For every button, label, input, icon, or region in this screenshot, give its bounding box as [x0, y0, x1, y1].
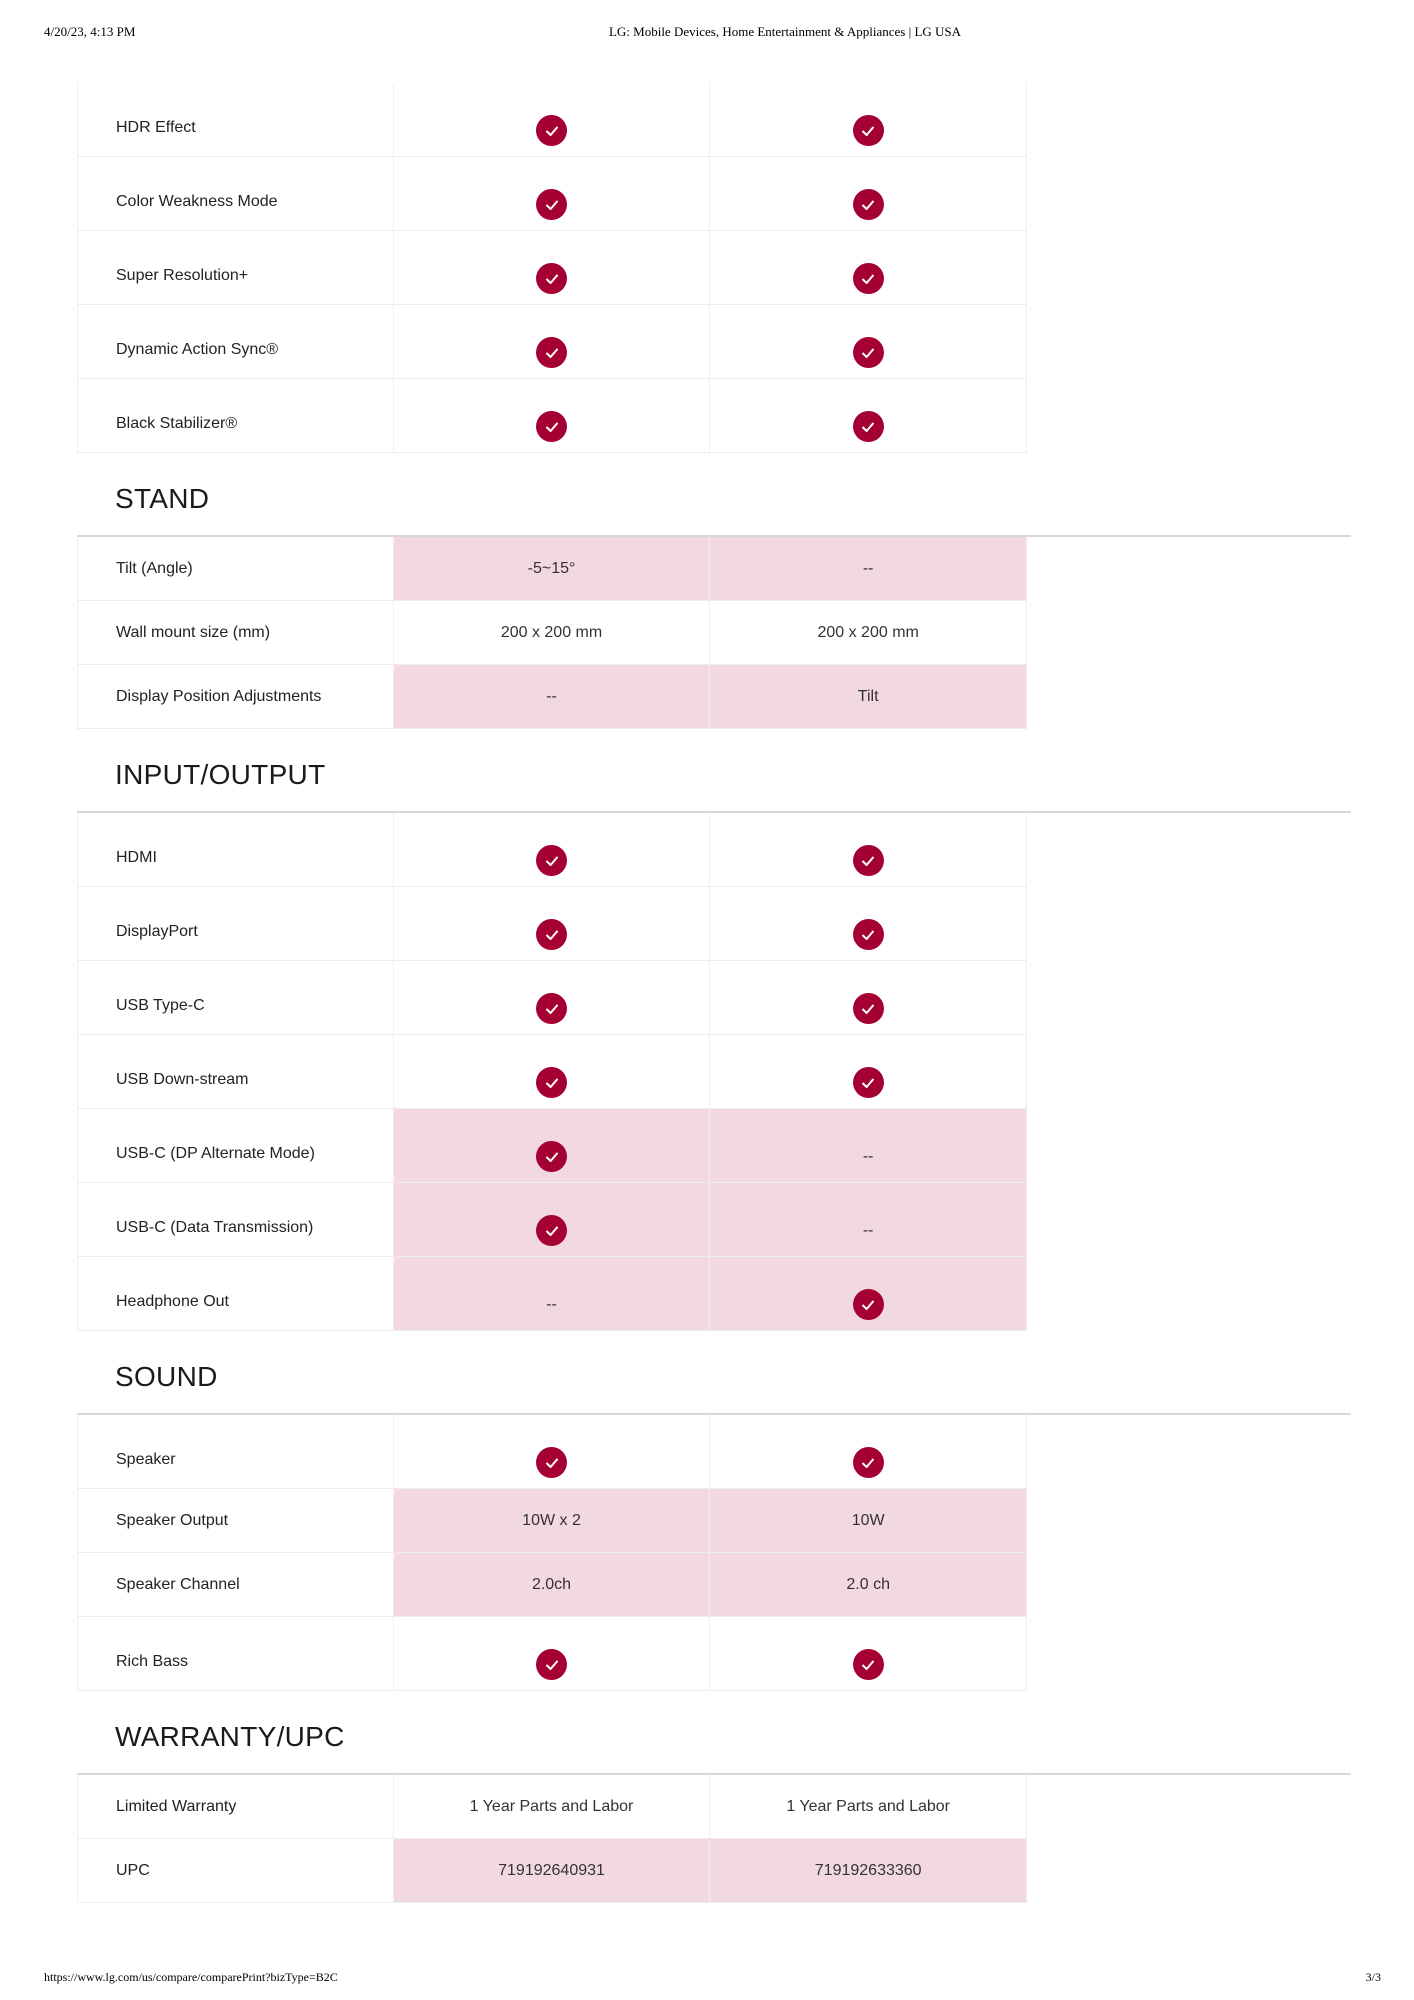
spec-value-product-1 — [394, 961, 711, 1034]
check-icon — [536, 411, 567, 442]
spec-value-product-1 — [394, 887, 711, 960]
spec-row — [77, 305, 1027, 379]
check-icon — [536, 1447, 567, 1478]
spec-label: USB-C (Data Transmission) — [77, 1183, 394, 1256]
spec-label: USB Type-C — [77, 961, 394, 1034]
spec-value-product-2 — [710, 813, 1027, 886]
spec-label: Dynamic Action Sync® — [77, 305, 394, 378]
spec-value-product-1 — [394, 83, 711, 156]
spec-value-product-2 — [710, 1553, 1027, 1616]
spec-value-product-1 — [394, 1415, 711, 1488]
section-title-warranty-upc: WARRANTY/UPC — [115, 1721, 345, 1752]
check-icon — [853, 1649, 884, 1680]
spec-label: Wall mount size (mm) — [77, 601, 394, 664]
spec-value-product-1 — [394, 537, 711, 600]
spec-row — [77, 601, 1027, 665]
spec-label: USB-C (DP Alternate Mode) — [77, 1109, 394, 1182]
spec-row — [77, 1109, 1027, 1183]
print-date: 4/20/23, 4:13 PM — [44, 24, 136, 39]
spec-value-product-1 — [394, 379, 711, 452]
spec-row — [77, 1415, 1027, 1489]
spec-row — [77, 537, 1027, 601]
spec-label: Super Resolution+ — [77, 231, 394, 304]
compare-content — [77, 83, 1351, 1903]
spec-value-product-1 — [394, 1553, 711, 1616]
spec-value-text: -- — [862, 1147, 874, 1165]
spec-row — [77, 83, 1027, 157]
spec-value-product-2 — [710, 1415, 1027, 1488]
stand-spec-table — [77, 537, 1027, 729]
check-icon — [536, 337, 567, 368]
spec-value-product-2 — [710, 601, 1027, 664]
spec-value-product-1 — [394, 1775, 711, 1838]
spec-value-product-2 — [710, 1775, 1027, 1838]
check-icon — [536, 1649, 567, 1680]
check-icon — [853, 993, 884, 1024]
spec-value-text: 2.0 ch — [846, 1575, 890, 1593]
check-icon — [536, 1067, 567, 1098]
check-icon — [536, 1215, 567, 1246]
section-title-sound: SOUND — [115, 1361, 218, 1392]
spec-row — [77, 379, 1027, 453]
spec-value-text: 2.0ch — [531, 1575, 572, 1593]
spec-label: Display Position Adjustments — [77, 665, 394, 728]
spec-value-text: -- — [546, 687, 557, 705]
spec-label: Tilt (Angle) — [77, 537, 394, 600]
spec-label: USB Down-stream — [77, 1035, 394, 1108]
spec-value-product-2 — [710, 157, 1027, 230]
spec-row — [77, 887, 1027, 961]
spec-value-text: Tilt — [857, 687, 879, 705]
sound-spec-table — [77, 1415, 1027, 1691]
spec-value-product-2 — [710, 887, 1027, 960]
spec-row — [77, 961, 1027, 1035]
check-icon — [853, 1289, 884, 1320]
spec-label: Color Weakness Mode — [77, 157, 394, 230]
spec-value-product-2 — [710, 537, 1027, 600]
spec-value-product-1 — [394, 1839, 711, 1902]
spec-row — [77, 157, 1027, 231]
spec-value-text: 10W — [851, 1511, 885, 1529]
spec-row — [77, 1617, 1027, 1691]
picture-spec-table — [77, 83, 1027, 453]
spec-value-product-1 — [394, 157, 711, 230]
spec-value-product-2 — [710, 1035, 1027, 1108]
spec-label: Limited Warranty — [77, 1775, 394, 1838]
spec-value-product-1 — [394, 305, 711, 378]
spec-label: DisplayPort — [77, 887, 394, 960]
spec-label: Speaker Output — [77, 1489, 394, 1552]
check-icon — [853, 1447, 884, 1478]
spec-value-product-2 — [710, 379, 1027, 452]
check-icon — [536, 189, 567, 220]
spec-row — [77, 1839, 1027, 1903]
check-icon — [853, 411, 884, 442]
page-number: 3/3 — [1365, 1970, 1381, 1984]
spec-value-text: 200 x 200 mm — [500, 623, 603, 641]
spec-label: Black Stabilizer® — [77, 379, 394, 452]
check-icon — [536, 1141, 567, 1172]
warranty-spec-table — [77, 1775, 1027, 1903]
check-icon — [853, 1067, 884, 1098]
spec-row — [77, 1035, 1027, 1109]
spec-value-product-2 — [710, 1257, 1027, 1330]
check-icon — [853, 919, 884, 950]
check-icon — [536, 845, 567, 876]
check-icon — [853, 115, 884, 146]
section-title-input-output: INPUT/OUTPUT — [115, 759, 326, 790]
spec-value-text: 719192640931 — [498, 1861, 605, 1879]
spec-value-text: 1 Year Parts and Labor — [469, 1797, 634, 1815]
check-icon — [853, 845, 884, 876]
check-icon — [853, 189, 884, 220]
spec-value-product-1 — [394, 1183, 711, 1256]
spec-value-product-2 — [710, 1183, 1027, 1256]
spec-value-product-2 — [710, 1839, 1027, 1902]
spec-value-product-1 — [394, 665, 711, 728]
spec-label: UPC — [77, 1839, 394, 1902]
print-url: https://www.lg.com/us/compare/comparePrint?bizType=B2C — [44, 1970, 338, 1984]
spec-value-product-2 — [710, 231, 1027, 304]
spec-value-product-2 — [710, 665, 1027, 728]
spec-value-text: -5~15° — [527, 559, 576, 577]
spec-value-product-2 — [710, 961, 1027, 1034]
spec-row — [77, 1489, 1027, 1553]
print-page-title: LG: Mobile Devices, Home Entertainment & Appliances | LG USA — [608, 24, 962, 39]
spec-row — [77, 1257, 1027, 1331]
spec-label: Rich Bass — [77, 1617, 394, 1690]
print-footer — [0, 1970, 1414, 1990]
spec-value-product-1 — [394, 1109, 711, 1182]
check-icon — [536, 919, 567, 950]
spec-value-text: -- — [862, 1221, 874, 1239]
spec-value-text: 1 Year Parts and Labor — [786, 1797, 951, 1815]
spec-value-text: -- — [862, 559, 874, 577]
spec-row — [77, 1183, 1027, 1257]
spec-row — [77, 231, 1027, 305]
spec-row — [77, 1553, 1027, 1617]
spec-label: HDMI — [77, 813, 394, 886]
spec-value-product-1 — [394, 231, 711, 304]
spec-value-product-1 — [394, 1617, 711, 1690]
spec-label: Speaker — [77, 1415, 394, 1488]
spec-value-text: 719192633360 — [814, 1861, 922, 1879]
check-icon — [853, 263, 884, 294]
spec-value-product-2 — [710, 83, 1027, 156]
check-icon — [536, 263, 567, 294]
section-title-stand: STAND — [115, 483, 210, 514]
spec-label: Headphone Out — [77, 1257, 394, 1330]
spec-row — [77, 813, 1027, 887]
spec-value-text: -- — [546, 1295, 557, 1313]
spec-value-product-1 — [394, 1257, 711, 1330]
spec-value-product-2 — [710, 1489, 1027, 1552]
check-icon — [536, 115, 567, 146]
spec-value-text: 10W x 2 — [522, 1511, 581, 1529]
check-icon — [853, 337, 884, 368]
spec-value-product-1 — [394, 813, 711, 886]
spec-value-product-2 — [710, 1617, 1027, 1690]
spec-value-product-2 — [710, 1109, 1027, 1182]
spec-label: HDR Effect — [77, 83, 394, 156]
input-output-spec-table — [77, 813, 1027, 1331]
check-icon — [536, 993, 567, 1024]
spec-row — [77, 1775, 1027, 1839]
spec-value-text: 200 x 200 mm — [817, 623, 919, 641]
spec-row — [77, 665, 1027, 729]
spec-value-product-1 — [394, 1035, 711, 1108]
spec-value-product-1 — [394, 601, 711, 664]
spec-value-product-1 — [394, 1489, 711, 1552]
print-header — [0, 24, 1414, 44]
spec-label: Speaker Channel — [77, 1553, 394, 1616]
spec-value-product-2 — [710, 305, 1027, 378]
